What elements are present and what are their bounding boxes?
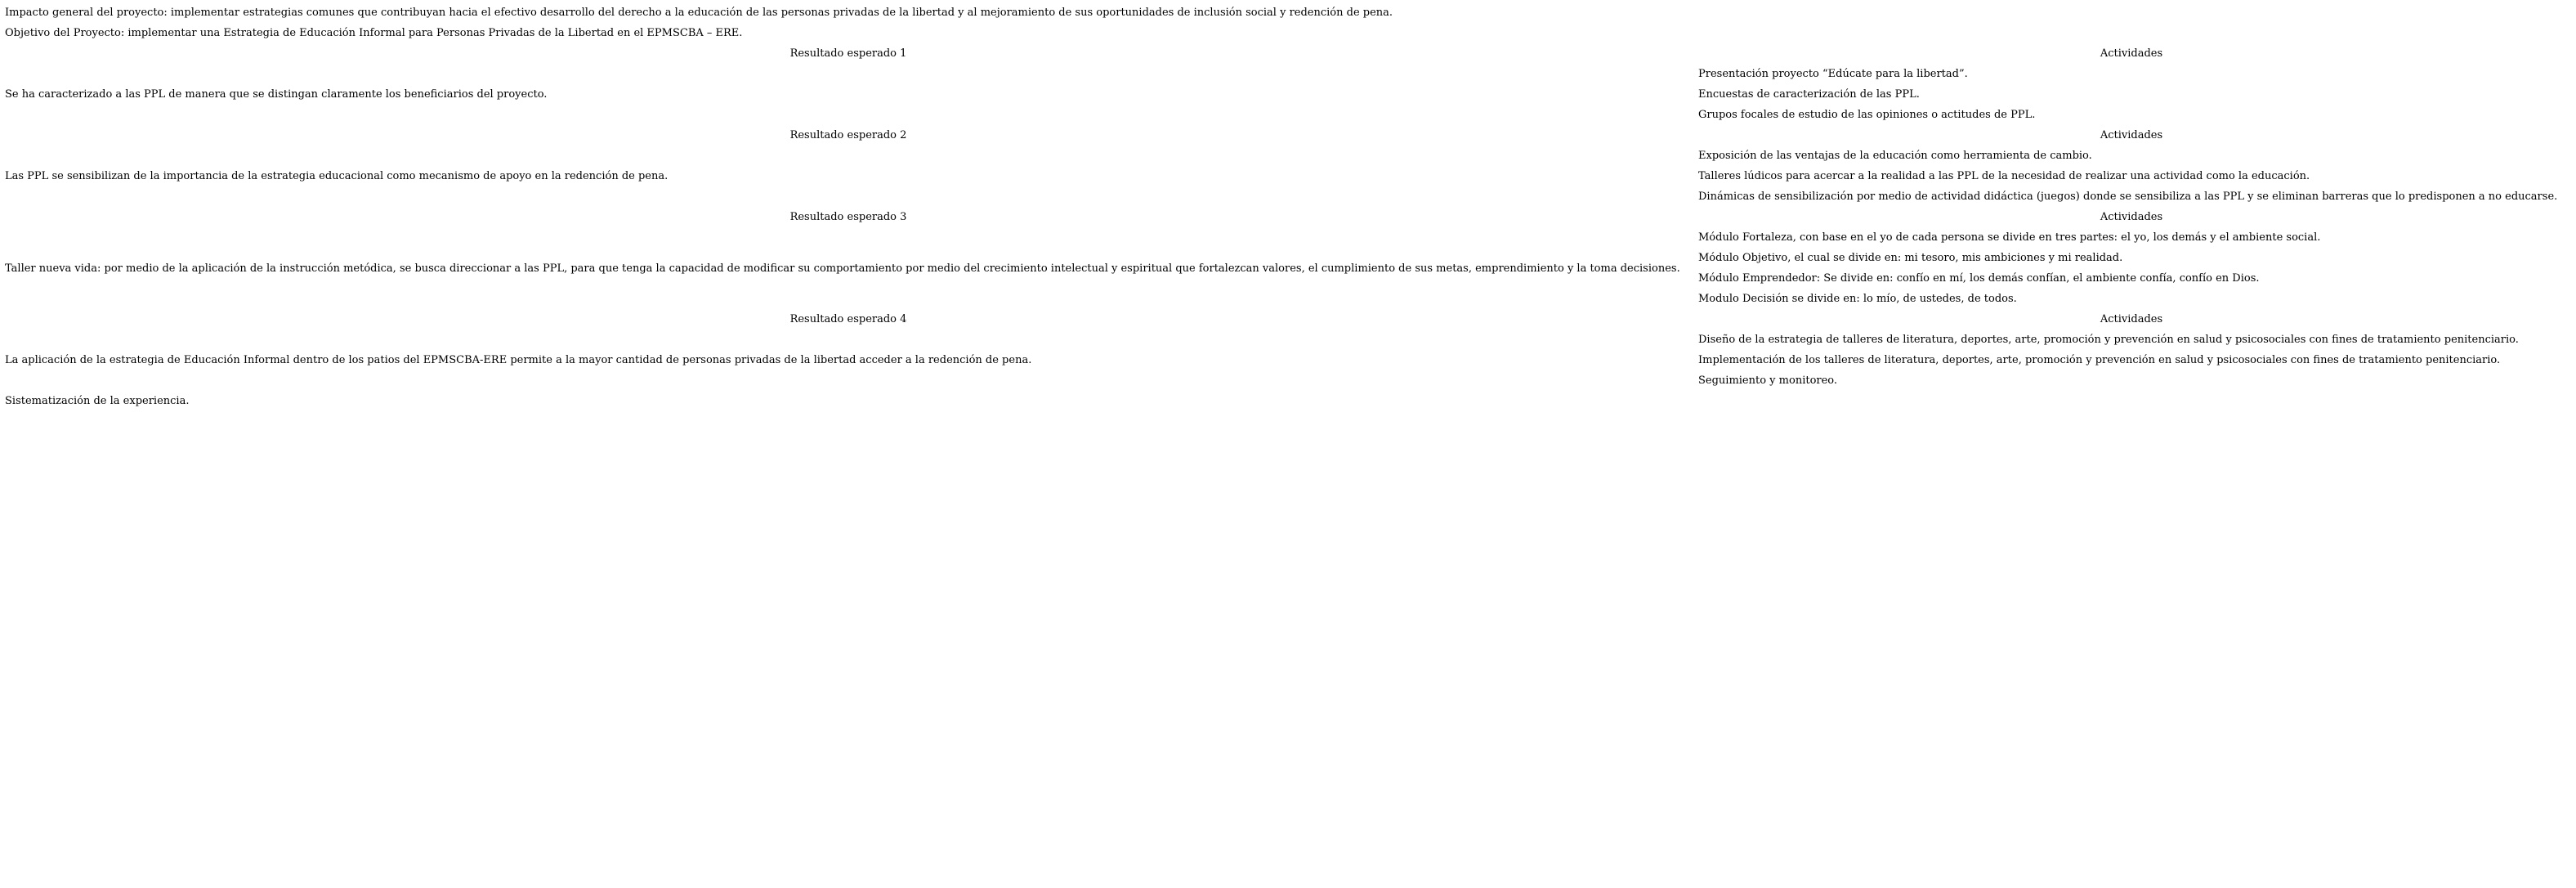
table-row (2, 207, 2568, 227)
actividad-1-3: Grupos focales de estudio de las opiniones o actitudes de PPL. (1698, 109, 2036, 121)
resultado-1-description: Se ha caracterizado a las PPL de manera que se distingan claramente los beneficiarios del proyecto. (5, 88, 548, 101)
table-row (2, 64, 2568, 84)
resultado-3-heading: Resultado esperado 3 (789, 211, 907, 223)
resultado-4-heading: Resultado esperado 4 (789, 313, 907, 325)
actividad-2-2: Talleres lúdicos para acercar a la realidad a las PPL de la necesidad de realizar una actividad como la educación. (1698, 170, 2310, 182)
empty-cell (1695, 391, 2568, 411)
actividad-4-1: Diseño de la estrategia de talleres de literatura, deportes, arte, promoción y prevención en salud y psicosociales con fines de tratamiento penitenciario. (1698, 334, 2519, 346)
actividades-3-heading: Actividades (2100, 211, 2163, 223)
actividad-1-2: Encuestas de caracterización de las PPL. (1698, 88, 1920, 101)
table-row (2, 2, 2568, 23)
actividad-2-1: Exposición de las ventajas de la educación como herramienta de cambio. (1698, 150, 2092, 162)
actividad-3-3: Módulo Emprendedor: Se divide en: confío en mí, los demás confían, el ambiente confía, confío en Dios. (1698, 272, 2260, 285)
table-row (2, 146, 2568, 166)
project-table (2, 2, 2568, 411)
resultado-3-description: Taller nueva vida: por medio de la aplicación de la instrucción metódica, se busca direccionar a las PPL, para que tenga la capacidad de modificar su comportamiento por medio del crecimiento intelectual y espiritual que fortalezcan valores, el cumplimiento de sus metas, emprendimiento y la toma decisiones. (5, 262, 1680, 275)
table-row (2, 227, 2568, 248)
actividades-1-heading: Actividades (2100, 47, 2163, 60)
table-row (2, 23, 2568, 43)
actividad-1-1: Presentación proyecto “Edúcate para la libertad”. (1698, 68, 1968, 80)
table-row (2, 391, 2568, 411)
actividad-4-3: Seguimiento y monitoreo. (1698, 374, 1838, 387)
resultado-4-description: La aplicación de la estrategia de Educación Informal dentro de los patios del EPMSCBA-ERE permite a la mayor cantidad de personas privadas de la libertad acceder a la redención de pena. (5, 354, 1032, 366)
actividad-3-1: Módulo Fortaleza, con base en el yo de cada persona se divide en tres partes: el yo, los demás y el ambiente social. (1698, 231, 2321, 244)
table-row (2, 125, 2568, 146)
actividad-3-2: Módulo Objetivo, el cual se divide en: mi tesoro, mis ambiciones y mi realidad. (1698, 252, 2123, 264)
actividad-2-3: Dinámicas de sensibilización por medio de actividad didáctica (juegos) donde se sensibiliza a las PPL y se eliminan barreras que lo predisponen a no educarse. (1698, 191, 2558, 203)
actividades-4-heading: Actividades (2100, 313, 2163, 325)
objetivo-text: Objetivo del Proyecto: implementar una Estrategia de Educación Informal para Personas Privadas de la Libertad en el EPMSCBA – ERE. (5, 27, 743, 39)
table-row (2, 309, 2568, 330)
resultado-1-heading: Resultado esperado 1 (789, 47, 907, 60)
impacto-text: Impacto general del proyecto: implementar estrategias comunes que contribuyan hacia el efectivo desarrollo del derecho a la educación de las personas privadas de la libertad y al mejoramiento de sus oportunidades de inclusión social y redención de pena. (5, 7, 1393, 19)
actividades-2-heading: Actividades (2100, 129, 2163, 141)
resultado-2-description: Las PPL se sensibilizan de la importancia de la estrategia educacional como mecanismo de apoyo en la redención de pena. (5, 170, 669, 182)
table-row (2, 330, 2568, 350)
table-row (2, 43, 2568, 64)
resultado-2-heading: Resultado esperado 2 (789, 129, 907, 141)
actividad-4-2: Implementación de los talleres de literatura, deportes, arte, promoción y prevención en salud y psicosociales con fines de tratamiento penitenciario. (1698, 354, 2501, 366)
sistematizacion-text: Sistematización de la experiencia. (5, 395, 190, 407)
actividad-3-4: Modulo Decisión se divide en: lo mío, de ustedes, de todos. (1698, 293, 2017, 305)
